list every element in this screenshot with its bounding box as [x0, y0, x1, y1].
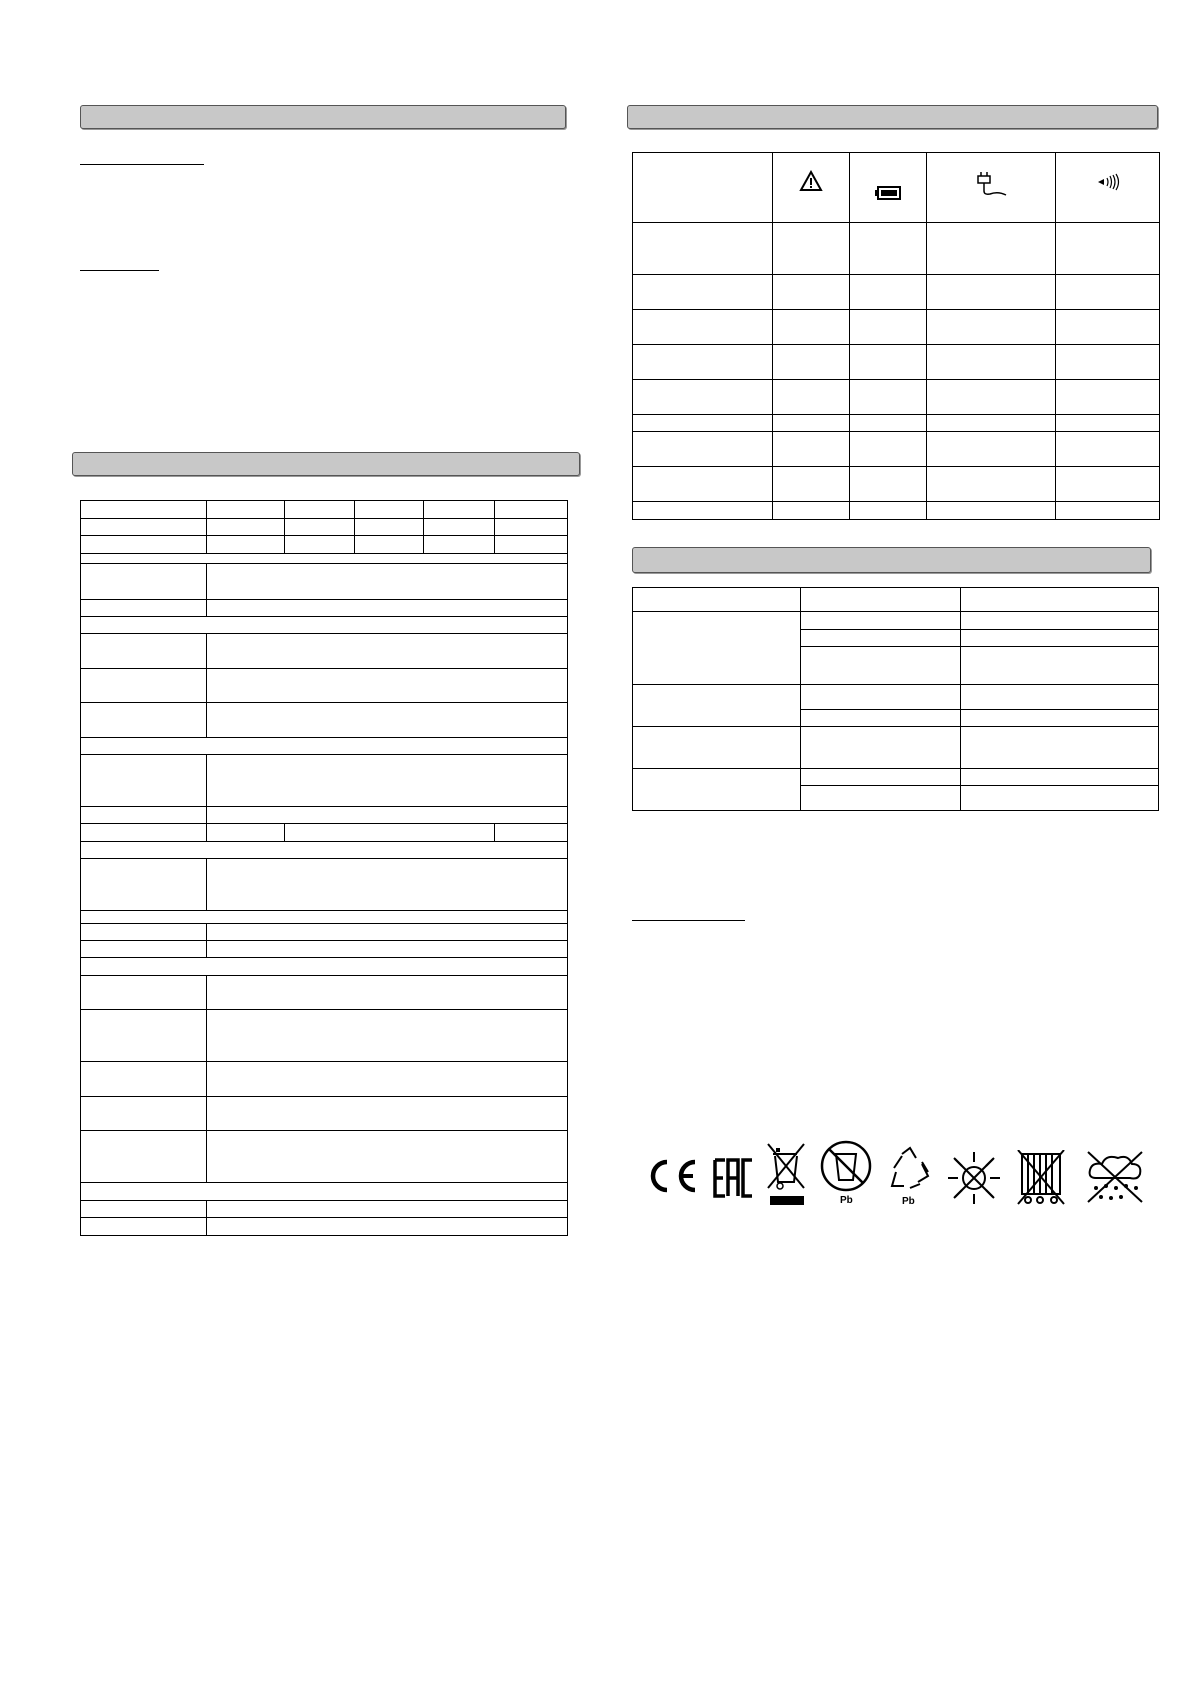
table-cell — [207, 1010, 568, 1062]
table-cell — [207, 564, 568, 600]
table-cell — [633, 223, 773, 275]
table-cell — [81, 1201, 207, 1218]
table-cell — [1056, 153, 1160, 223]
table-cell — [285, 536, 355, 554]
table-cell — [961, 630, 1159, 647]
table-row — [81, 842, 568, 859]
table-cell — [633, 467, 773, 502]
table-cell — [1056, 345, 1160, 380]
table-cell — [81, 703, 207, 738]
eac-mark — [712, 1158, 756, 1198]
table-cell — [81, 958, 568, 976]
table-cell — [773, 223, 850, 275]
table-row — [633, 345, 1160, 380]
table-cell — [81, 669, 207, 703]
specs-table — [80, 500, 568, 1236]
table-cell — [633, 310, 773, 345]
table-cell — [81, 634, 207, 669]
table-cell — [81, 1097, 207, 1131]
table-row — [81, 824, 568, 842]
table-cell — [81, 755, 207, 807]
table-row — [81, 1218, 568, 1236]
table-cell — [285, 824, 495, 842]
table-cell — [961, 769, 1159, 786]
table-cell — [81, 1010, 207, 1062]
table-row — [81, 1097, 568, 1131]
table-cell — [773, 310, 850, 345]
table-cell — [424, 536, 495, 554]
left-specs-title-bar — [72, 452, 580, 476]
weee-crossed-bin-mark — [764, 1142, 810, 1208]
table-row — [81, 941, 568, 958]
table-cell — [850, 380, 927, 415]
table-row — [81, 738, 568, 755]
table-row — [81, 617, 568, 634]
table-cell — [81, 941, 207, 958]
table-cell — [81, 859, 207, 911]
table-cell — [207, 1218, 568, 1236]
table-cell — [1056, 432, 1160, 467]
table-cell — [773, 153, 850, 223]
table-cell — [773, 415, 850, 432]
table-cell — [207, 703, 568, 738]
beep-sound-icon — [1096, 173, 1120, 191]
no-rain-mark — [1082, 1150, 1148, 1206]
table-cell — [773, 380, 850, 415]
table-row — [633, 223, 1160, 275]
table-cell — [773, 275, 850, 310]
table-row — [81, 755, 568, 807]
table-row — [81, 807, 568, 824]
right-mid-title-bar — [632, 547, 1151, 573]
table-row — [81, 859, 568, 911]
table-cell — [207, 634, 568, 669]
table-cell — [1056, 223, 1160, 275]
troubleshooting-table — [632, 587, 1159, 811]
recycle-pb-mark — [882, 1144, 938, 1208]
table-cell — [773, 467, 850, 502]
table-cell — [81, 501, 207, 519]
svg-text:Pb: Pb — [840, 1195, 853, 1206]
table-cell — [927, 275, 1056, 310]
table-cell — [495, 824, 568, 842]
table-cell — [927, 502, 1056, 520]
table-cell — [633, 345, 773, 380]
table-cell — [801, 630, 961, 647]
table-cell — [495, 519, 568, 536]
table-cell — [927, 432, 1056, 467]
table-cell — [207, 807, 568, 824]
table-cell — [81, 824, 207, 842]
table-cell — [850, 432, 927, 467]
right-heading-underline — [632, 920, 745, 921]
table-row — [81, 501, 568, 519]
table-cell — [633, 275, 773, 310]
table-cell — [207, 669, 568, 703]
table-cell — [1056, 310, 1160, 345]
table-cell — [81, 911, 568, 924]
table-row — [633, 310, 1160, 345]
no-sunlight-mark — [946, 1150, 1002, 1206]
table-row — [633, 467, 1160, 502]
ce-mark — [645, 1158, 701, 1194]
table-row — [81, 1131, 568, 1183]
table-cell — [81, 519, 207, 536]
table-row — [81, 519, 568, 536]
table-cell — [285, 519, 355, 536]
table-row — [633, 415, 1160, 432]
left-heading-2-underline — [80, 270, 159, 271]
table-row — [81, 1201, 568, 1218]
table-cell — [1056, 415, 1160, 432]
table-row — [81, 634, 568, 669]
table-cell — [961, 710, 1159, 727]
table-cell — [207, 941, 568, 958]
table-cell — [1056, 502, 1160, 520]
table-cell — [81, 554, 568, 564]
table-cell — [927, 153, 1056, 223]
table-row — [633, 727, 1159, 769]
table-row — [81, 1183, 568, 1201]
table-row — [81, 911, 568, 924]
table-cell — [207, 1062, 568, 1097]
table-header-row — [633, 588, 1159, 612]
table-cell — [355, 501, 424, 519]
left-top-title-bar — [80, 105, 566, 129]
table-cell — [207, 1201, 568, 1218]
table-cell — [207, 755, 568, 807]
table-cell — [633, 432, 773, 467]
table-cell — [801, 588, 961, 612]
table-cell — [961, 685, 1159, 710]
table-cell — [801, 685, 961, 710]
indicator-table — [632, 152, 1160, 520]
table-cell — [961, 612, 1159, 630]
table-cell — [207, 1097, 568, 1131]
table-cell — [801, 727, 961, 769]
table-cell — [81, 564, 207, 600]
table-cell — [927, 223, 1056, 275]
table-cell — [961, 786, 1159, 811]
table-cell — [633, 612, 801, 685]
table-cell — [633, 588, 801, 612]
certification-marks — [640, 1138, 1160, 1218]
table-cell — [207, 859, 568, 911]
svg-text:Pb: Pb — [902, 1196, 915, 1207]
table-cell — [495, 536, 568, 554]
table-cell — [1056, 275, 1160, 310]
table-row — [633, 380, 1160, 415]
table-cell — [801, 710, 961, 727]
pb-no-bin-mark — [818, 1140, 874, 1208]
table-cell — [927, 345, 1056, 380]
battery-icon — [875, 186, 901, 200]
table-cell — [850, 502, 927, 520]
table-row — [633, 432, 1160, 467]
table-cell — [633, 769, 801, 811]
charger-plug-icon — [974, 171, 1008, 197]
table-cell — [633, 380, 773, 415]
table-row — [81, 976, 568, 1010]
table-cell — [207, 924, 568, 941]
table-cell — [81, 600, 207, 617]
table-cell — [850, 467, 927, 502]
table-cell — [355, 519, 424, 536]
table-header-row — [633, 153, 1160, 223]
table-cell — [1056, 380, 1160, 415]
table-row — [81, 1010, 568, 1062]
table-cell — [850, 223, 927, 275]
table-row — [633, 685, 1159, 710]
table-cell — [801, 647, 961, 685]
table-cell — [633, 502, 773, 520]
right-top-title-bar — [627, 105, 1158, 129]
table-cell — [207, 1131, 568, 1183]
table-cell — [81, 536, 207, 554]
table-cell — [801, 769, 961, 786]
table-cell — [424, 519, 495, 536]
table-cell — [961, 588, 1159, 612]
table-row — [81, 924, 568, 941]
table-cell — [81, 1062, 207, 1097]
table-cell — [81, 924, 207, 941]
table-row — [81, 536, 568, 554]
no-heater-mark — [1016, 1150, 1066, 1210]
indicator-header-label — [633, 153, 773, 223]
table-cell — [81, 1218, 207, 1236]
table-cell — [773, 502, 850, 520]
table-cell — [81, 976, 207, 1010]
table-cell — [633, 685, 801, 727]
table-row — [81, 1062, 568, 1097]
table-row — [81, 564, 568, 600]
table-cell — [927, 467, 1056, 502]
table-cell — [207, 600, 568, 617]
table-cell — [927, 380, 1056, 415]
table-cell — [633, 727, 801, 769]
table-cell — [81, 617, 568, 634]
table-cell — [207, 501, 285, 519]
table-row — [81, 669, 568, 703]
table-cell — [81, 1183, 568, 1201]
table-row — [81, 600, 568, 617]
table-cell — [850, 345, 927, 380]
table-row — [633, 769, 1159, 786]
table-cell — [207, 824, 285, 842]
table-row — [81, 703, 568, 738]
table-cell — [424, 501, 495, 519]
table-cell — [850, 153, 927, 223]
warning-icon — [799, 170, 823, 192]
table-cell — [81, 842, 568, 859]
table-cell — [207, 519, 285, 536]
table-cell — [801, 786, 961, 811]
table-cell — [850, 275, 927, 310]
table-row — [633, 275, 1160, 310]
table-cell — [850, 415, 927, 432]
table-cell — [927, 310, 1056, 345]
table-row — [633, 502, 1160, 520]
table-row — [633, 612, 1159, 630]
table-cell — [207, 976, 568, 1010]
table-cell — [633, 415, 773, 432]
table-cell — [801, 612, 961, 630]
table-cell — [81, 807, 207, 824]
table-cell — [773, 432, 850, 467]
table-cell — [207, 536, 285, 554]
table-cell — [355, 536, 424, 554]
table-cell — [927, 415, 1056, 432]
table-row — [81, 958, 568, 976]
table-cell — [285, 501, 355, 519]
table-cell — [495, 501, 568, 519]
table-cell — [81, 738, 568, 755]
table-cell — [773, 345, 850, 380]
table-cell — [81, 1131, 207, 1183]
table-cell — [961, 727, 1159, 769]
table-cell — [1056, 467, 1160, 502]
table-cell — [850, 310, 927, 345]
table-cell — [961, 647, 1159, 685]
table-row — [81, 554, 568, 564]
left-heading-1-underline — [80, 164, 204, 165]
